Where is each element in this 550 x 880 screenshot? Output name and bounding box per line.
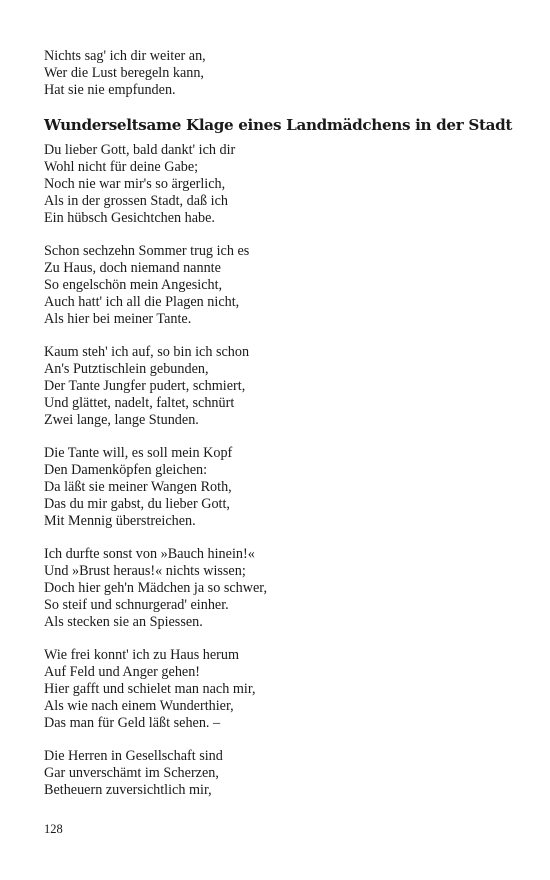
poem-title: Wunderseltsame Klage eines Landmädchens in der Stadt	[44, 116, 513, 135]
verse-line: Das man für Geld läßt sehen. –	[44, 714, 221, 731]
verse-line: Die Tante will, es soll mein Kopf	[44, 445, 233, 462]
verse-line: Auf Feld und Anger gehen!	[44, 664, 201, 681]
verse-line: Der Tante Jungfer pudert, schmiert,	[44, 377, 246, 394]
verse-line: Wohl nicht für deine Gabe;	[44, 159, 199, 176]
verse-line: Noch nie war mir's so ärgerlich,	[44, 175, 226, 192]
verse-line: Und »Brust heraus!« nichts wissen;	[44, 563, 246, 580]
verse-line: Als in der grossen Stadt, daß ich	[44, 192, 229, 209]
verse-line: Auch hatt' ich all die Plagen nicht,	[44, 293, 240, 310]
verse-line: Gar unverschämt im Scherzen,	[44, 765, 219, 782]
verse-line: Zu Haus, doch niemand nannte	[44, 260, 221, 277]
verse-line: So steif und schnurgerad' einher.	[44, 596, 229, 613]
verse-line: Nichts sag' ich dir weiter an,	[44, 48, 206, 64]
page-number: 128	[44, 822, 63, 836]
verse-line: Betheuern zuversichtlich mir,	[44, 781, 212, 798]
verse-line: Hier gafft und schielet man nach mir,	[44, 680, 256, 697]
verse-line: Den Damenköpfen gleichen:	[44, 462, 208, 479]
verse-line: Als wie nach einem Wunderthier,	[44, 697, 234, 714]
verse-line: Als hier bei meiner Tante.	[44, 310, 192, 327]
verse-line: Ich durfte sonst von »Bauch hinein!«	[44, 546, 255, 563]
stanza-6	[44, 647, 514, 731]
verse-line: Die Herren in Gesellschaft sind	[44, 748, 223, 765]
verse-line: Da läßt sie meiner Wangen Roth,	[44, 478, 232, 495]
stanza-5	[44, 546, 514, 630]
stanza-7	[44, 748, 514, 798]
verse-line: Mit Mennig überstreichen.	[44, 512, 196, 529]
verse-line: Hat sie nie empfunden.	[44, 81, 176, 98]
verse-line: Und glättet, nadelt, faltet, schnürt	[44, 394, 235, 411]
verse-line: Zwei lange, lange Stunden.	[44, 411, 199, 428]
verse-line: Als stecken sie an Spiessen.	[44, 613, 203, 630]
stanza-4	[44, 445, 514, 529]
verse-line: Das du mir gabst, du lieber Gott,	[44, 495, 230, 512]
verse-line: So engelschön mein Angesicht,	[44, 276, 223, 293]
verse-line: Schon sechzehn Sommer trug ich es	[44, 243, 250, 260]
verse-line: Du lieber Gott, bald dankt' ich dir	[44, 142, 236, 159]
stanza-2	[44, 243, 514, 327]
verse-line: Wer die Lust beregeln kann,	[44, 64, 204, 81]
stanza-3	[44, 344, 514, 428]
verse-line: An's Putztischlein gebunden,	[44, 361, 209, 378]
verse-line: Wie frei konnt' ich zu Haus herum	[44, 647, 240, 664]
stanza-1	[44, 142, 514, 226]
intro-stanza	[44, 48, 514, 98]
verse-line: Ein hübsch Gesichtchen habe.	[44, 209, 215, 226]
page-content	[44, 48, 514, 816]
verse-line: Doch hier geh'n Mädchen ja so schwer,	[44, 579, 268, 596]
verse-line: Kaum steh' ich auf, so bin ich schon	[44, 344, 250, 361]
